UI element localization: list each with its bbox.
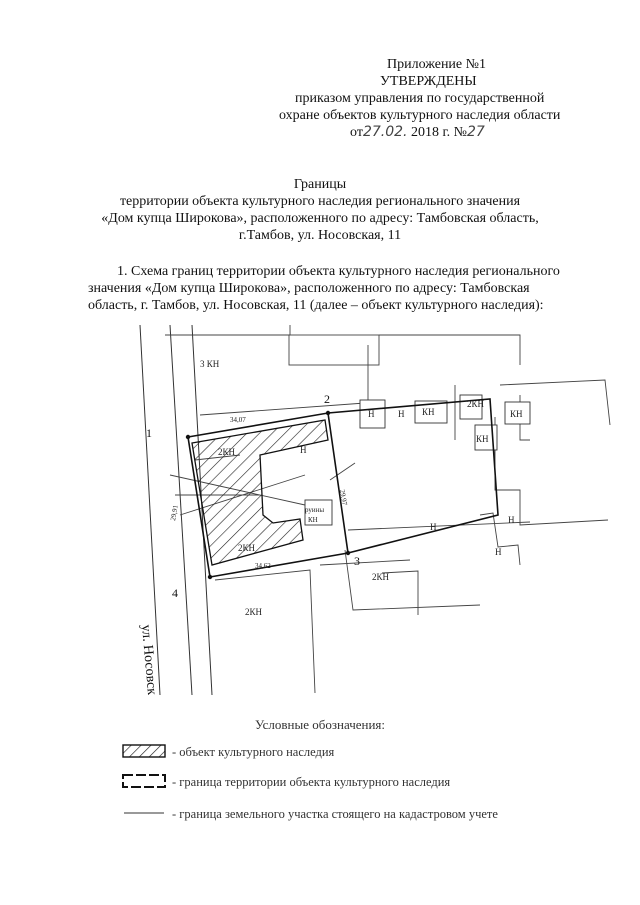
label-2kn-parcel: 2КН <box>245 607 263 617</box>
date-prefix: от <box>350 125 363 140</box>
label-ruins: руины <box>305 506 325 514</box>
label-2kn-bottom: 2КН <box>372 572 390 582</box>
point-2: 2 <box>324 392 330 406</box>
dim-right: 29,97 <box>338 488 349 506</box>
label-3kn: 3 КН <box>200 359 220 369</box>
authority-line: охране объектов культурного наследия области <box>279 108 561 123</box>
dim-top: 34,07 <box>230 416 246 424</box>
point-3: 3 <box>354 554 360 568</box>
dim-left: 29,91 <box>169 504 180 522</box>
label-n-6: Н <box>300 445 307 455</box>
approved-label: УТВЕРЖДЕНЫ <box>380 74 477 89</box>
label-kn-mid: КН <box>422 407 435 417</box>
handwritten-number: 27 <box>467 124 485 140</box>
hatch-swatch-icon <box>122 744 166 758</box>
label-kn-right: КН <box>510 409 523 419</box>
dim-bottom: 34,62 <box>255 562 271 570</box>
label-n-4: Н <box>508 515 515 525</box>
label-2kn-lower: 2КН <box>238 543 256 553</box>
label-n-1: Н <box>368 409 375 419</box>
appendix-number: Приложение №1 <box>387 57 486 72</box>
title-line-2: «Дом купца Широкова», расположенного по адресу: Тамбовская область, <box>101 211 539 226</box>
thin-line-swatch-icon <box>122 806 166 820</box>
label-ruins-kn: КН <box>308 516 318 524</box>
order-line: приказом управления по государственной <box>295 91 545 106</box>
legend-title: Условные обозначения: <box>254 717 386 732</box>
title-line-3: г.Тамбов, ул. Носовская, 11 <box>238 228 402 243</box>
minor-buildings <box>305 395 530 525</box>
boundary-swatch-icon <box>122 774 166 788</box>
order-date-line <box>350 124 485 141</box>
number-prefix: № <box>453 125 467 140</box>
handwritten-date: 27.02. <box>362 124 408 140</box>
legend-label-boundary: - граница территории объекта культурного наследия <box>172 775 451 789</box>
title-line-1: территории объекта культурного наследия регионального значения <box>119 194 521 209</box>
point-4: 4 <box>172 586 178 600</box>
legend-label-cadastral: - граница земельного участка стоящего на кадастровом учете <box>172 807 498 821</box>
paragraph-line-1: 1. Схема границ территории объекта культурного наследия регионального <box>117 264 560 279</box>
order-year: 2018 г. <box>410 125 451 140</box>
label-n-2: Н <box>398 409 405 419</box>
paragraph-line-2: значения «Дом купца Широкова», расположенного по адресу: Тамбовская <box>88 281 530 296</box>
boundary-scheme-map <box>100 325 620 700</box>
label-n-5: Н <box>495 547 502 557</box>
legend-label-heritage: - объект культурного наследия <box>172 745 335 759</box>
paragraph-line-3: область, г. Тамбов, ул. Носовская, 11 (далее – объект культурного наследия): <box>88 298 544 313</box>
label-2kn-object: 2КН <box>218 447 236 457</box>
heritage-object-hatched <box>192 420 328 565</box>
street-name: ул. Носовская <box>138 624 161 695</box>
point-1: 1 <box>146 426 152 440</box>
label-2kn-top: 2КН <box>467 399 485 409</box>
label-n-3: Н <box>430 522 437 532</box>
label-kn-small: КН <box>476 434 489 444</box>
title-heading: Границы <box>293 177 347 192</box>
